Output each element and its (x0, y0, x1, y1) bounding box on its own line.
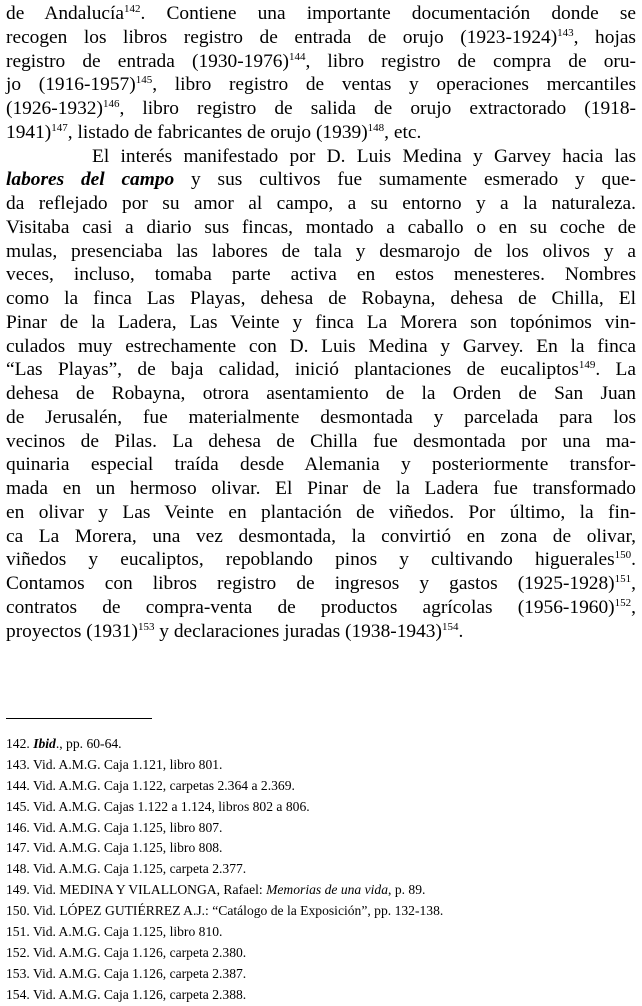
footnote (6, 818, 636, 839)
text-segment: veces, incluso, tomaba parte activa en estos menesteres. Nombres (6, 264, 636, 286)
footnote-ref: 150 (614, 549, 632, 562)
footnote-ref: 148 (367, 121, 385, 134)
body-text (6, 2, 636, 643)
text-line (6, 477, 636, 501)
text-segment: . (631, 549, 636, 571)
italic-text: Ibid (33, 736, 56, 751)
text-line (6, 26, 636, 50)
text-segment: quinaria especial traída desde Alemania y posteriormente transfor- (6, 454, 636, 476)
footnote-ref: 146 (102, 98, 120, 110)
text-segment: 152. Vid. A.M.G. Caja 1.126, carpeta 2.380. (6, 944, 247, 960)
text-segment: El interés manifestado por D. Luis Medina y Garvey hacia las (92, 145, 636, 167)
text-line (6, 335, 636, 359)
text-segment: como la finca Las Playas, dehesa de Robayna, dehesa de Chilla, El (6, 288, 636, 309)
text-segment: proyectos (1931) (6, 620, 138, 642)
text-segment: . (458, 620, 464, 642)
text-line (6, 382, 636, 406)
text-segment: jo (1916-1957) (6, 74, 136, 96)
footnote (6, 776, 636, 797)
footnote (6, 901, 636, 922)
text-segment: Pinar de la Ladera, Las Veinte y finca La Morera son topónimos vin- (6, 311, 636, 333)
footnote-ref: 145 (135, 74, 153, 87)
text-line (6, 168, 636, 192)
footnotes (6, 734, 636, 1006)
text-segment: culados muy estrechamente con D. Luis Medina y Garvey. En la finca (6, 335, 636, 357)
text-segment: “Las Playas”, de baja calidad, inició plantaciones de eucaliptos (6, 359, 579, 381)
text-segment: 148. Vid. A.M.G. Caja 1.125, carpeta 2.377. (6, 861, 247, 877)
text-segment: Contamos con libros registro de ingresos y gastos (1925-1928) (6, 573, 615, 594)
text-segment: . La (595, 359, 636, 381)
footnote-ref: 149 (578, 359, 596, 372)
text-segment: , (631, 573, 636, 594)
text-segment: 1941) (6, 121, 52, 143)
footnote-ref: 152 (614, 596, 632, 609)
text-segment: 154. Vid. A.M.G. Caja 1.126, carpeta 2.388. (6, 986, 247, 1002)
text-segment: , p. 89. (388, 882, 426, 898)
footnote-ref: 142 (124, 3, 141, 15)
text-line (6, 572, 636, 596)
text-segment: Visitaba casi a diario sus fincas, montado a caballo o en su coche de (6, 216, 636, 238)
text-segment: 147. Vid. A.M.G. Caja 1.125, libro 808. (6, 840, 223, 856)
text-line (6, 311, 636, 335)
text-line (6, 2, 636, 26)
text-segment: , listado de fabricantes de orujo (1939) (67, 121, 368, 143)
text-line (6, 548, 636, 572)
text-line (6, 358, 636, 382)
footnote (6, 859, 636, 880)
text-line (6, 73, 636, 97)
text-segment: de Jerusalén, fue materialmente desmontada y parcelada para los (6, 406, 636, 428)
footnote (6, 755, 636, 776)
emphasis-text: labores del campo (6, 169, 175, 191)
footnote (6, 734, 636, 755)
text-line (6, 287, 636, 311)
text-segment: 153. Vid. A.M.G. Caja 1.126, carpeta 2.387. (6, 965, 247, 981)
text-segment: mada en un hermoso olivar. El Pinar de la Ladera fue transformado (6, 478, 636, 499)
footnote-ref: 147 (51, 121, 68, 134)
text-line (6, 525, 636, 549)
text-line (6, 97, 636, 121)
text-line (6, 240, 636, 264)
text-segment: dehesa de Robayna, otrora asentamiento de la Orden de San Juan (6, 383, 636, 404)
text-line (6, 50, 636, 74)
text-segment: recogen los libros registro de entrada de orujo (1923-1924) (6, 26, 558, 48)
text-segment: , hojas (573, 26, 636, 48)
text-line (6, 216, 636, 240)
footnote-separator (6, 718, 152, 719)
text-segment: ca La Morera, una vez desmontada, la convirtió en zona de olivar, (6, 525, 636, 547)
text-segment: 144. Vid. A.M.G. Caja 1.122, carpetas 2.364 a 2.369. (6, 777, 295, 793)
footnote (6, 922, 636, 943)
text-segment: , etc. (384, 121, 422, 143)
footnote (6, 985, 636, 1006)
footnote (6, 964, 636, 985)
text-line (6, 596, 636, 620)
text-segment: vecinos de Pilas. La dehesa de Chilla fue desmontada por una ma- (6, 430, 636, 452)
text-segment: 145. Vid. A.M.G. Cajas 1.122 a 1.124, libros 802 a 806. (6, 798, 310, 814)
text-segment: ., pp. 60-64. (55, 736, 122, 751)
text-line (6, 192, 636, 216)
text-segment: viñedos y eucaliptos, repoblando pinos y cultivando higuerales (6, 549, 615, 571)
text-segment: , libro registro de ventas y operaciones mercantiles (152, 74, 636, 96)
text-segment: , libro registro de salida de orujo extractorado (1918- (119, 98, 636, 119)
text-segment: (1926-1932) (6, 98, 103, 119)
text-segment: da reflejado por su amor al campo, a su entorno y a la naturaleza. (6, 193, 636, 214)
text-segment: 149. Vid. MEDINA Y VILALLONGA, Rafael: (6, 882, 267, 898)
text-segment: 143. Vid. A.M.G. Caja 1.121, libro 801. (6, 756, 223, 772)
text-segment: y declaraciones juradas (1938-1943) (154, 620, 442, 642)
footnote-ref: 153 (137, 620, 155, 633)
text-segment: de Andalucía (6, 3, 125, 24)
text-line (6, 263, 636, 287)
text-segment: 146. Vid. A.M.G. Caja 1.125, libro 807. (6, 819, 223, 835)
text-segment: y sus cultivos fue sumamente esmerado y que- (174, 169, 636, 191)
text-line (6, 121, 636, 145)
text-segment: 151. Vid. A.M.G. Caja 1.125, libro 810. (6, 924, 223, 940)
text-segment: 142. (6, 736, 34, 751)
text-segment: registro de entrada (1930-1976) (6, 50, 289, 72)
footnote (6, 797, 636, 818)
footnote-ref: 143 (557, 26, 574, 39)
text-segment: 150. Vid. LÓPEZ GUTIÉRREZ A.J.: “Catálogo de la Exposición”, pp. 132-138. (6, 903, 444, 919)
text-line (6, 453, 636, 477)
footnote (6, 943, 636, 964)
text-line (6, 406, 636, 430)
footnote (6, 838, 636, 859)
footnote-ref: 154 (441, 620, 459, 633)
text-line (6, 430, 636, 454)
text-segment: contratos de compra-venta de productos agrícolas (1956-1960) (6, 596, 615, 618)
footnote-ref: 151 (614, 573, 632, 585)
text-segment: en olivar y Las Veinte en plantación de viñedos. Por último, la fin- (6, 501, 636, 523)
footnote-ref: 144 (288, 50, 306, 63)
text-segment: mulas, presenciaba las labores de tala y desmarojo de los olivos y a (6, 240, 636, 262)
text-segment: , libro registro de compra de oru- (305, 50, 636, 72)
italic-text: Memorias de una vida (266, 882, 389, 898)
footnote (6, 880, 636, 901)
text-segment: . Contiene una importante documentación donde se (140, 3, 637, 24)
text-line (6, 145, 636, 169)
text-line (6, 501, 636, 525)
text-line (6, 620, 636, 644)
text-segment: , (631, 596, 636, 618)
